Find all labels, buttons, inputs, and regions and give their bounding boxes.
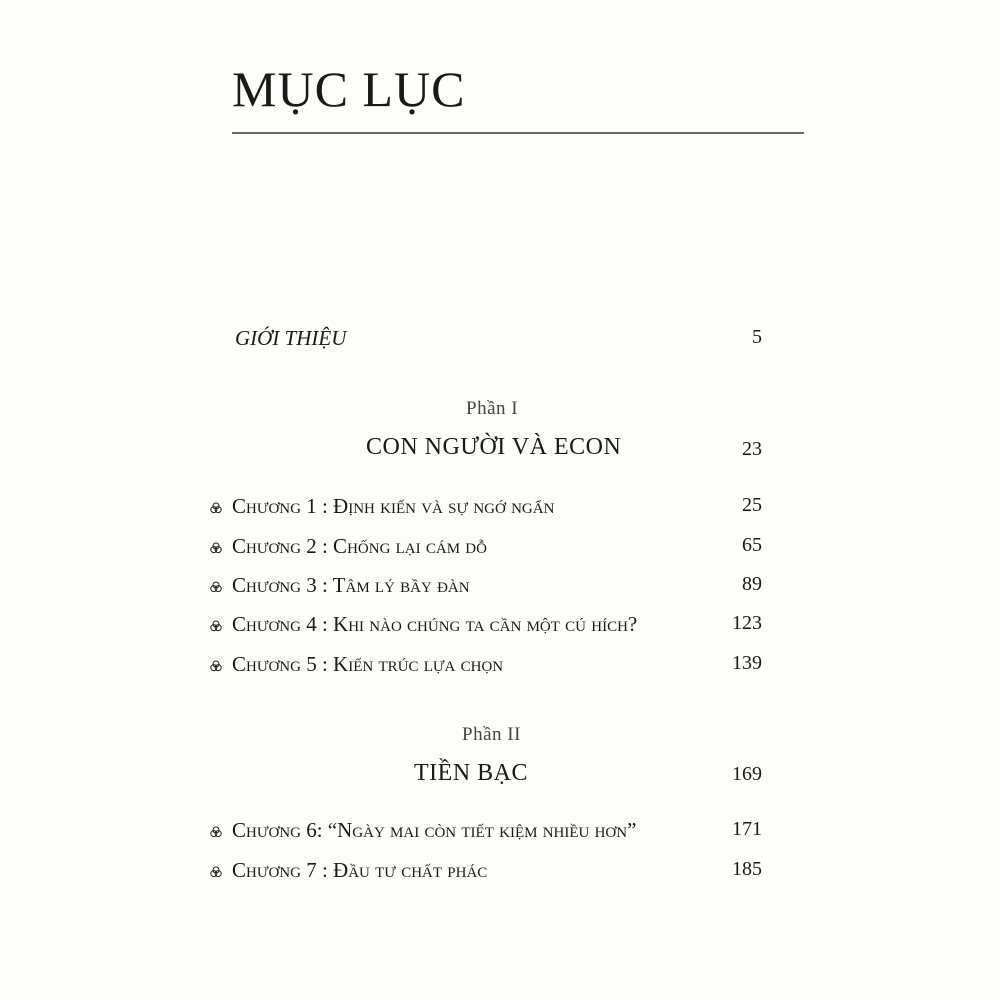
toc-entry-chapter-5[interactable] — [210, 652, 762, 682]
part-title[interactable]: TIỀN BẠC — [414, 760, 528, 786]
trefoil-ornament-icon — [210, 581, 222, 593]
toc-entry-chapter-2[interactable] — [210, 534, 762, 564]
page-title: MỤC LỤC — [232, 61, 466, 117]
toc-entry-page: 65 — [742, 534, 762, 556]
trefoil-ornament-icon — [210, 826, 222, 838]
toc-entry-chapter-4[interactable] — [210, 612, 762, 642]
toc-entry-title: Chương 2 : Chống lại cám dỗ — [232, 534, 487, 558]
toc-entry-title: Chương 1 : Định kiến và sự ngớ ngẩn — [232, 494, 555, 518]
toc-entry-chapter-3[interactable] — [210, 573, 762, 603]
part-title[interactable]: CON NGƯỜI VÀ ECON — [366, 434, 622, 460]
trefoil-ornament-icon — [210, 866, 222, 878]
trefoil-ornament-icon — [210, 660, 222, 672]
toc-entry-chapter-7[interactable] — [210, 858, 762, 888]
toc-entry-page: 139 — [732, 652, 762, 674]
toc-entry-title: Chương 3 : Tâm lý bầy đàn — [232, 573, 470, 597]
trefoil-ornament-icon — [210, 620, 222, 632]
toc-entry-page: 123 — [732, 612, 762, 634]
toc-entry-page: 89 — [742, 573, 762, 595]
part-label: Phần II — [462, 724, 521, 745]
toc-entry-page: 5 — [752, 326, 762, 348]
trefoil-ornament-icon — [210, 502, 222, 514]
part-label: Phần I — [466, 398, 519, 419]
toc-entry-title: Chương 6: “Ngày mai còn tiết kiệm nhiều hơn” — [232, 818, 637, 842]
trefoil-ornament-icon — [210, 542, 222, 554]
part-page: 169 — [732, 763, 762, 785]
toc-entry-intro[interactable] — [210, 326, 762, 356]
title-divider — [232, 132, 804, 134]
toc-entry-chapter-6[interactable] — [210, 818, 762, 848]
toc-entry-title: Chương 5 : Kiến trúc lựa chọn — [232, 652, 504, 676]
toc-entry-title: Chương 7 : Đầu tư chất phác — [232, 858, 488, 882]
toc-entry-page: 25 — [742, 494, 762, 516]
toc-entry-page: 171 — [732, 818, 762, 840]
toc-entry-title: GIỚI THIỆU — [235, 326, 347, 350]
toc-entry-chapter-1[interactable] — [210, 494, 762, 524]
toc-entry-page: 185 — [732, 858, 762, 880]
toc-entry-title: Chương 4 : Khi nào chúng ta cần một cú hích? — [232, 612, 638, 636]
part-page: 23 — [742, 438, 762, 460]
